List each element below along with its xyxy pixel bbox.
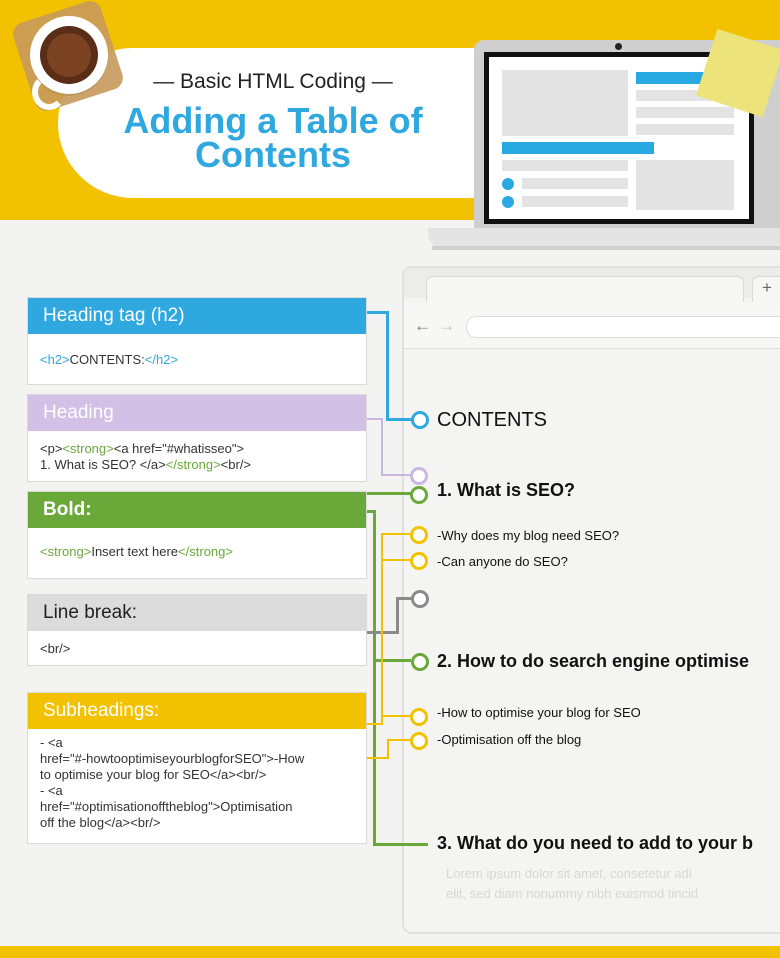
card-bold [27,491,367,579]
plus-icon: + [762,278,772,297]
connector-node [410,732,428,750]
connector-line [387,739,389,759]
card-code [28,528,366,560]
code-line: href="#-howtooptimiseyourblogforSEO">-How [40,751,305,766]
address-bar[interactable] [466,316,780,338]
code-line: - <a [40,783,63,798]
card-title: Subheadings: [28,693,366,729]
connector-line [381,715,411,717]
laptop-camera [615,43,622,50]
code-tag: </strong> [165,457,221,472]
screen-text-bar [636,124,734,135]
cup-handle [32,74,66,110]
connector-line [365,311,387,314]
card-title: Heading tag (h2) [28,298,366,334]
forward-arrow-icon[interactable]: → [438,316,455,335]
bottom-bar [0,946,780,958]
screen-text-bar [522,178,628,189]
connector-line [381,533,411,535]
screen-bullet [502,196,514,208]
screen-text-bar [502,160,628,171]
contents-subitem[interactable]: -Why does my blog need SEO? [437,528,620,543]
contents-item-2[interactable]: 2. How to do search engine optimise [437,651,750,671]
connector-node [410,552,428,570]
connector-node [410,526,428,544]
card-heading-tag [27,297,367,385]
connector-node [410,708,428,726]
card-code [28,431,366,473]
card-code [28,729,366,831]
card-title: Line break: [28,595,366,631]
code-tag: <strong> [40,544,92,559]
code-tag: </strong> [178,544,233,559]
connector-line [386,418,412,421]
hero-subtitle: — Basic HTML Coding — [153,70,393,93]
card-line-break [27,594,367,666]
code-text: 1. What is SEO? </a> [40,457,166,472]
code-line: off the blog</a><br/> [40,815,161,830]
code-text: Insert text here [91,544,179,559]
faded-line: elit, sed diam nonummy nibh euismod tincid [446,886,699,901]
code-line [40,457,354,473]
browser-tab[interactable] [426,276,744,303]
laptop-base-edge [432,246,780,250]
connector-line [396,598,399,634]
card-subheadings [27,692,367,844]
contents-item-1[interactable]: 1. What is SEO? [437,480,576,500]
contents-heading: CONTENTS [437,409,547,431]
connector-node [410,467,428,485]
code-tag: <br/> [220,457,252,472]
connector-line [381,474,411,476]
connector-line [396,597,412,600]
connector-line [373,510,376,845]
connector-line [373,659,411,662]
connector-line [381,533,383,725]
card-code: <br/> [40,641,71,656]
connector-node [411,590,429,608]
connector-line [373,843,428,846]
card-code [28,334,366,368]
laptop-base [428,228,780,248]
contents-subitem[interactable]: -How to optimise your blog for SEO [437,705,641,720]
code-line: href="#optimisationofftheblog">Optimisation [40,799,293,814]
card-title: Heading [28,395,366,431]
screen-text-bar [636,107,734,118]
contents-item-3[interactable]: 3. What do you need to add to your b [437,833,753,853]
connector-node [411,411,429,429]
screen-image-block [636,160,734,210]
coffee-surface [47,33,91,77]
hero-title [100,100,446,175]
connector-node [410,486,428,504]
faded-body-text [446,864,780,904]
connector-line [365,757,389,759]
code-line: to optimise your blog for SEO</a><br/> [40,767,267,782]
connector-line [365,492,411,495]
screen-bullet [502,178,514,190]
card-heading [27,394,367,482]
code-tag: <h2> [40,352,70,367]
card-title: Bold: [28,492,366,528]
connector-line [386,311,389,421]
hero-title-line-2: Contents [195,134,351,175]
code-text: CONTENTS: [69,352,145,367]
code-tag: <a href="#whatisseo"> [113,441,245,456]
screen-heading-bar [502,142,654,154]
faded-line: Lorem ipsum dolor sit amet, consetetur adi [446,866,692,881]
back-arrow-icon[interactable]: ← [414,316,431,335]
contents-subitem[interactable]: -Can anyone do SEO? [437,554,568,569]
connector-line [387,739,411,741]
hero-title-line-1: Adding a Table of [123,100,423,141]
code-line [40,441,354,457]
code-tag: </h2> [144,352,179,367]
screen-text-bar [522,196,628,207]
connector-line [381,559,411,561]
connector-line [381,418,383,476]
code-tag: <strong> [62,441,114,456]
connector-node [411,653,429,671]
code-line: - <a [40,735,63,750]
code-tag: <p> [40,441,63,456]
screen-image-block [502,70,628,136]
contents-subitem[interactable]: -Optimisation off the blog [437,732,582,747]
